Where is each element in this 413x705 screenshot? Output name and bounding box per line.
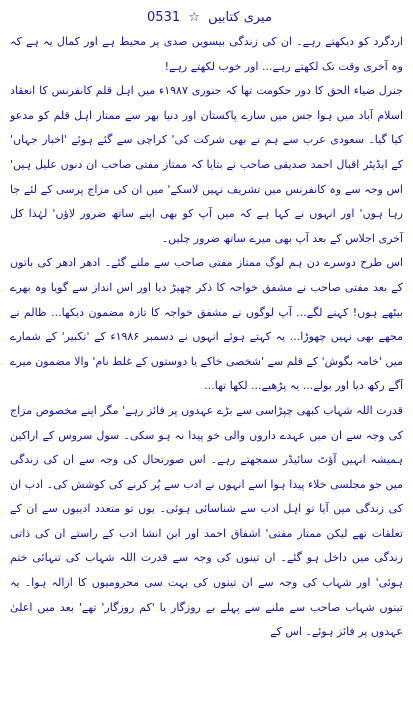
header-title: میری کتابیں bbox=[208, 10, 272, 25]
paragraph-4: قدرت اللہ شہاب کبھی چپڑاسی سے بڑے عہدوں پر فائز رہے' مگر اپنے مخصوص مزاج کی وجہ سے ان میں عہدے داروں والی خو پیدا نہ ہو سکی۔ سول سروس کے اراکین ہمیشہ انہیں آؤٹ سائیڈر سمجھتے رہے۔ اس صورتحال کی وجہ سے ان کی زندگی میں جو مجلسی خلاء پیدا ہوا اسے انہوں نے ادب سے پُر کرنے کی کوشش کی۔ ادب ان کی زندگی میں آیا تو اہل ادب سے شناسائی ہوئی۔ یوں تو متعدد ادیبوں سے ان کے تعلقات تھے لیکن ممتاز مفتی' اشفاق احمد اور ابن انشا ادب کے راستے ان کی ذاتی زندگی میں داخل ہو گئے۔ ان تینوں کی وجہ سے قدرت اللہ شہاب کی تنہائی ختم ہوئی' اور شہاب کی وجہ سے ان تینوں کی بہت سی محرومیوں کا ازالہ ہوا۔ یہ تینوں شہاب صاحب سے ملنے سے پہلے بے روزگار یا 'کم روزگار' تھے' بعد میں اعلیٰ عہدوں پر فائز ہوئے۔ اس کے bbox=[10, 403, 403, 639]
paragraph-3: اس طرح دوسرے دن ہم لوگ ممتاز مفتی صاحب سے ملنے گئے۔ ادھر ادھر کی باتوں کے بعد مفتی صاحب نے مشفق خواجہ کا ذکر چھیڑ دیا اور اس انداز سے گویا وہ بھرے بیٹھے ہوں! کہنے لگے... آپ لوگوں نے مشفق خواجہ کا تازہ مضمون دیکھا... ظالم نے مجھے بھی نہیں چھوڑا... یہ کہتے ہوئے انہوں نے دسمبر ۱۹۸۶ء کے 'تکبیر' کے شمارے میں 'خامہ بگوش' کے قلم سے 'شخصی خاکے یا دوستوں کے غلط نام' والا مضمون میرے آگے رکھ دیا اور بولے... یہ پڑھیے... لکھا تھا... bbox=[10, 256, 403, 393]
page-number: 0531 bbox=[147, 10, 181, 25]
paragraph-2: جنرل ضیاء الحق کا دور حکومت تھا کہ جنوری ۱۹۸۷ء میں اہل قلم کانفرنس کا انعقاد اسلام آباد میں ہوا جس میں سارے پاکستان اور دنیا بھر سے ممتاز اہل قلم کو مدعو کیا گیا۔ سعودی عرب سے ہم نے بھی شرکت کی' کراچی سے گئے ہوئے 'اخبار جہاں' کے ایڈیٹر اقبال احمد صدیقی صاحب نے بتایا کہ ممتاز مفتی صاحب ان دنوں علیل ہیں' اس وجہ سے وہ کانفرنس میں تشریف نہیں لاسکے' میں ان کی مزاج پرسی کے لئے جا رہا ہوں' اور انہوں نے کہا ہے کہ میں آپ کو بھی اپنے ساتھ ضرور لاؤں' لہٰذا کل آخری اجلاس کے بعد آپ بھی میرے ساتھ ضرور چلیں۔ bbox=[10, 84, 403, 245]
page-header bbox=[10, 6, 403, 30]
paragraph-1: اردگرد کو دیکھتے رہے۔ ان کی زندگی بیسویں صدی پر محیط ہے اور کمال یہ ہے کہ وہ آخری وقت تک لکھتے رہے... اور خوب لکھتے رہے! bbox=[10, 35, 403, 73]
page-body bbox=[10, 30, 403, 645]
star-icon: ☆ bbox=[188, 10, 200, 25]
